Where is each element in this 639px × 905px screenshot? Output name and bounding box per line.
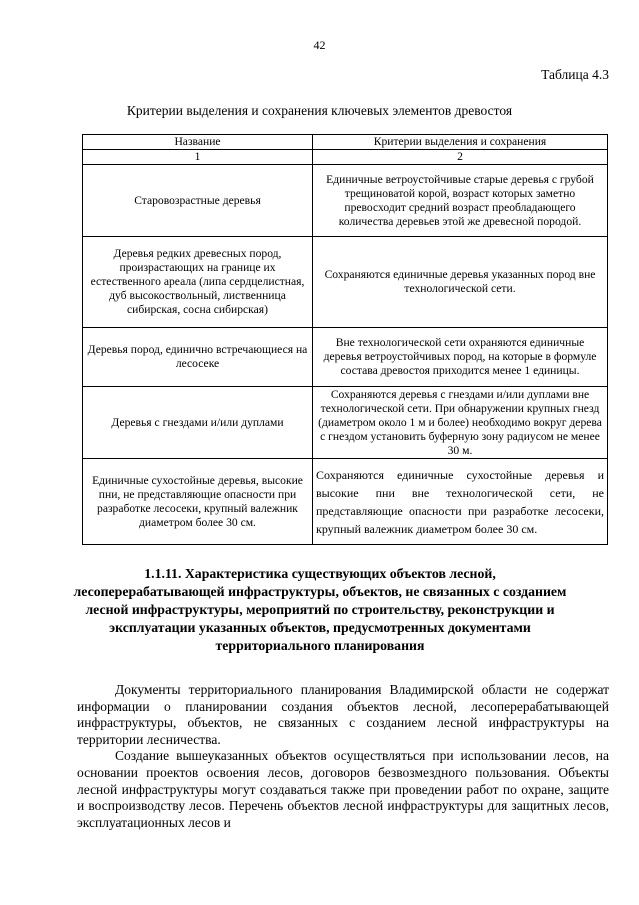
table-row <box>83 459 608 545</box>
page-number: 42 <box>313 38 326 52</box>
row-name: Единичные сухостойные деревья, высокие пни, не представляющие опасности при разработке лесосеки, крупный валежник диаметром более 30 см. <box>83 459 313 545</box>
row-name: Деревья редких древесных пород, произрастающих на границе их естественного ареала (липа сердцелистная, дуб высокоствольный, лиственница сибирская, сосна сибирская) <box>83 237 313 328</box>
table-title: Критерии выделения и сохранения ключевых элементов древостоя <box>126 103 513 118</box>
row-name: Старовозрастные деревья <box>83 165 313 237</box>
header-name: Название <box>83 135 313 150</box>
row-name: Деревья с гнездами и/или дуплами <box>83 387 313 459</box>
table-row <box>83 165 608 237</box>
table-row <box>83 387 608 459</box>
row-criteria: Сохраняются единичные деревья указанных пород вне технологической сети. <box>313 237 608 328</box>
row-criteria: Вне технологической сети охраняются единичные деревья ветроустойчивых пород, на которые в формуле состава древостоя приходится менее 1 единицы. <box>313 328 608 387</box>
table-row <box>83 237 608 328</box>
row-name: Деревья пород, единично встречающиеся на лесосеке <box>83 328 313 387</box>
table-number-row <box>83 150 608 165</box>
row-criteria: Единичные ветроустойчивые старые деревья с грубой трещиноватой корой, возраст которых заметно превосходит средний возраст преобладающего количества деревьев этой же древесной породой. <box>313 165 608 237</box>
column-number: 2 <box>313 150 608 165</box>
row-criteria: Сохраняются деревья с гнездами и/или дуплами вне технологической сети. При обнаружении крупных гнезд (диаметром около 1 м и более) необходимо вокруг дерева с гнездом установить буферную зону радиусом не менее 30 м. <box>313 387 608 459</box>
table-row <box>83 328 608 387</box>
section-heading: 1.1.11. Характеристика существующих объектов лесной, лесоперерабатывающей инфраструктуры, объектов, не связанных с созданием лесной инфраструктуры, мероприятий по строительству, реконструкции и эксплуатации указанных объектов, предусмотренных документами территориального планирования <box>73 566 567 653</box>
header-criteria: Критерии выделения и сохранения <box>313 135 608 150</box>
table-label: Таблица 4.3 <box>541 67 609 82</box>
row-criteria: Сохраняются единичные сухостойные деревья и высокие пни вне технологической сети, не представляющие опасности при разработке лесосеки, крупный валежник диаметром более 30 см. <box>313 459 608 545</box>
body-text <box>77 682 609 831</box>
paragraph: Создание вышеуказанных объектов осуществляться при использовании лесов, на основании проектов освоения лесов, договоров безвозмездного пользования. Объекты лесной инфраструктуры могут создаваться также при проведении работ по охране, защите и воспроизводству лесов. Перечень объектов лесной инфраструктуры для защитных лесов, эксплуатационных лесов и <box>77 748 609 830</box>
criteria-table <box>82 134 608 545</box>
column-number: 1 <box>83 150 313 165</box>
table-header-row <box>83 135 608 150</box>
paragraph: Документы территориального планирования Владимирской области не содержат информации о планировании создания объектов лесной, лесоперерабатывающей инфраструктуры, объектов, не связанных с созданием лесной инфраструктуры на территории лесничества. <box>77 682 609 747</box>
